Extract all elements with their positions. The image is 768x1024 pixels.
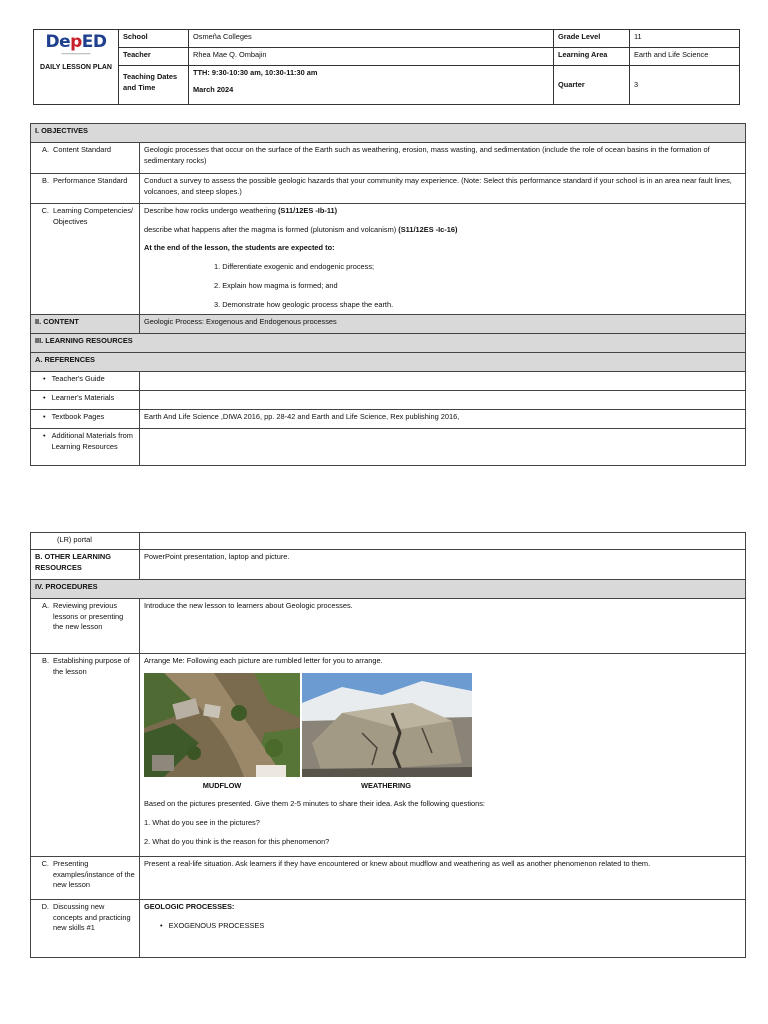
grade-value: 11 <box>630 30 740 48</box>
teacher-value: Rhea Mae Q. Ombajin <box>189 48 554 66</box>
textbook-pages-value: Earth And Life Science ,DIWA 2016, pp. 28-42 and Earth and Life Science, Rex publishing 2016, <box>140 410 746 429</box>
presenting-examples-value: Present a real-life situation. Ask learners if they have encountered or knew about mudflow and weathering as well as another phenomenon related to them. <box>140 857 746 900</box>
content-heading: II. CONTENT <box>31 315 140 334</box>
competency-line-2: describe what happens after the magma is formed (plutonism and volcanism) (S11/12ES -Ic-16) <box>144 224 458 234</box>
weathering-photo-icon <box>302 673 472 777</box>
weathering-caption: WEATHERING <box>361 780 411 790</box>
performance-standard-label: B. Performance Standard <box>31 174 140 204</box>
deped-logo: DepED <box>45 32 107 52</box>
logo-cell <box>34 30 119 105</box>
other-resources-value: PowerPoint presentation, laptop and picture. <box>140 550 746 580</box>
school-value: Osmeña Colleges <box>189 30 554 48</box>
grade-label: Grade Level <box>554 30 630 48</box>
performance-standard-value: Conduct a survey to assess the possible geologic hazards that your community may experience. (Note: Select this performance standard if your school is in an area near fault lines, volcanoes, and steep slopes.) <box>140 174 746 204</box>
objective-item-3: 3. Demonstrate how geologic process shape the earth. <box>214 299 394 309</box>
learners-materials-label: • Learner's Materials <box>31 391 140 410</box>
logo-tagline-line: ━━━━━━━━━━━━━━━━ <box>61 52 91 56</box>
quarter-label: Quarter <box>554 66 630 105</box>
additional-materials-label: • Additional Materials from Learning Resources <box>31 429 140 466</box>
discussing-concepts-value <box>140 900 746 958</box>
learning-resources-heading: III. LEARNING RESOURCES <box>31 334 746 353</box>
textbook-pages-label: • Textbook Pages <box>31 410 140 429</box>
mudflow-photo-icon <box>144 673 300 777</box>
competencies-value <box>140 204 746 315</box>
quarter-value: 3 <box>630 66 740 105</box>
other-resources-label: B. OTHER LEARNING RESOURCES <box>31 550 140 580</box>
teachers-guide-label: • Teacher's Guide <box>31 372 140 391</box>
content-standard-value: Geologic processes that occur on the surface of the Earth such as weathering, erosion, mass wasting, and sedimentation (include the role of ocean basins in the formation of sedimentary rocks) <box>140 143 746 174</box>
competencies-label: C. Learning Competencies/Objectives <box>31 204 140 315</box>
objectives-intro: At the end of the lesson, the students are expected to: <box>144 243 335 253</box>
question-1: 1. What do you see in the pictures? <box>144 818 260 828</box>
additional-materials-continued: (LR) portal <box>31 533 140 550</box>
geologic-processes-heading: GEOLOGIC PROCESSES: <box>144 902 235 911</box>
presenting-examples-label: C. Presenting examples/instance of the new lesson <box>31 857 140 900</box>
establishing-purpose-value <box>140 654 746 857</box>
dates-label: Teaching Dates and Time <box>119 66 189 105</box>
dates-value-line2: March 2024 <box>193 85 234 95</box>
additional-materials-continued-value <box>140 533 746 550</box>
learners-materials-value <box>140 391 746 410</box>
school-label: School <box>119 30 189 48</box>
questions-intro: Based on the pictures presented. Give them 2-5 minutes to share their idea. Ask the following questions: <box>144 799 485 809</box>
reviewing-label: A. Reviewing previous lessons or presenting the new lesson <box>31 599 140 654</box>
content-value: Geologic Process: Exogenous and Endogenous processes <box>140 315 746 334</box>
procedures-heading: IV. PROCEDURES <box>31 580 746 599</box>
lesson-table-page1 <box>30 123 746 466</box>
objectives-heading: I. OBJECTIVES <box>31 124 746 143</box>
competency-line-1: Describe how rocks undergo weathering (S11/12ES -Ib-11) <box>144 206 338 215</box>
objective-item-2: 2. Explain how magma is formed; and <box>214 280 338 290</box>
dates-value-line1: TTH: 9:30-10:30 am, 10:30-11:30 am <box>193 68 318 78</box>
mudflow-caption: MUDFLOW <box>202 780 242 790</box>
exogenous-bullet: • EXOGENOUS PROCESSES <box>160 920 265 930</box>
lesson-table-page2 <box>30 532 746 958</box>
content-standard-label: A. Content Standard <box>31 143 140 174</box>
question-2: 2. What do you think is the reason for this phenomenon? <box>144 836 330 846</box>
reviewing-value: Introduce the new lesson to learners about Geologic processes. <box>140 599 746 654</box>
arrange-me-intro: Arrange Me: Following each picture are rumbled letter for you to arrange. <box>144 656 383 665</box>
teachers-guide-value <box>140 372 746 391</box>
plan-title: DAILY LESSON PLAN <box>40 64 112 72</box>
additional-materials-value <box>140 429 746 466</box>
establishing-purpose-label: B. Establishing purpose of the lesson <box>31 654 140 857</box>
header-table <box>33 29 740 105</box>
area-label: Learning Area <box>554 48 630 66</box>
teacher-label: Teacher <box>119 48 189 66</box>
objective-item-1: 1. Differentiate exogenic and endogenic process; <box>214 262 375 272</box>
dates-value <box>189 66 554 105</box>
discussing-concepts-label: D. Discussing new concepts and practicing new skills #1 <box>31 900 140 958</box>
references-heading: A. REFERENCES <box>31 353 746 372</box>
area-value: Earth and Life Science <box>630 48 740 66</box>
